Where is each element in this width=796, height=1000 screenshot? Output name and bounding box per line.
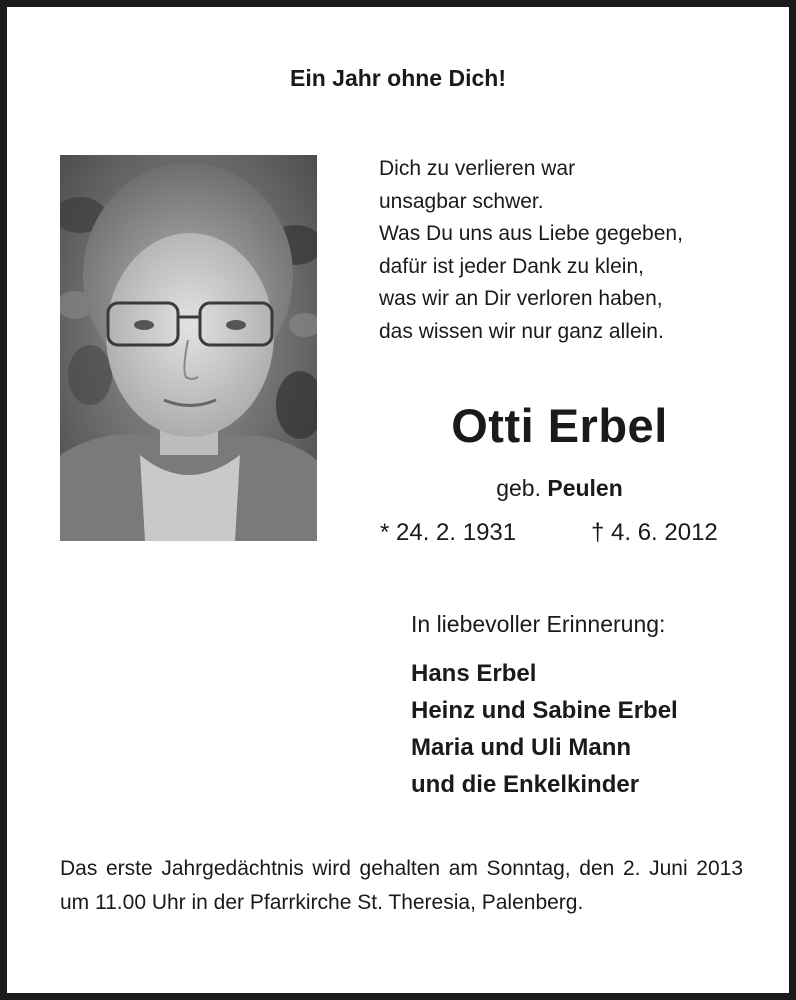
birth-date: * 24. 2. 1931 bbox=[380, 519, 517, 546]
family-member: Heinz und Sabine Erbel bbox=[411, 697, 678, 724]
maiden-name bbox=[337, 475, 782, 502]
maiden-name-value: Peulen bbox=[547, 475, 623, 501]
memorial-service-notice: Das erste Jahrgedächtnis wird gehalten am Sonntag, den 2. Juni 2013 um 11.00 Uhr in der Pfarrkirche St. Theresia, Palenberg. bbox=[60, 857, 743, 914]
poem-line: das wissen wir nur ganz allein. bbox=[379, 319, 664, 343]
portrait-image bbox=[60, 155, 317, 541]
remembrance-label: In liebevoller Erinnerung: bbox=[411, 611, 666, 637]
poem-line: Was Du uns aus Liebe gegeben, bbox=[379, 222, 683, 245]
poem-line: was wir an Dir verloren haben, bbox=[379, 287, 663, 310]
maiden-name-prefix: geb. bbox=[496, 475, 541, 501]
family-list bbox=[411, 655, 678, 803]
poem-line: dafür ist jeder Dank zu klein, bbox=[379, 254, 644, 278]
deceased-name: Otti Erbel bbox=[451, 399, 668, 452]
poem-line: unsagbar schwer. bbox=[379, 189, 544, 213]
family-member: Hans Erbel bbox=[411, 660, 537, 687]
memorial-poem bbox=[379, 153, 683, 348]
portrait-photo bbox=[60, 155, 317, 541]
family-member: und die Enkelkinder bbox=[411, 771, 640, 798]
poem-line: Dich zu verlieren war bbox=[379, 157, 576, 180]
death-date: † 4. 6. 2012 bbox=[591, 519, 718, 546]
family-member: Maria und Uli Mann bbox=[411, 734, 632, 761]
headline: Ein Jahr ohne Dich! bbox=[290, 65, 506, 91]
